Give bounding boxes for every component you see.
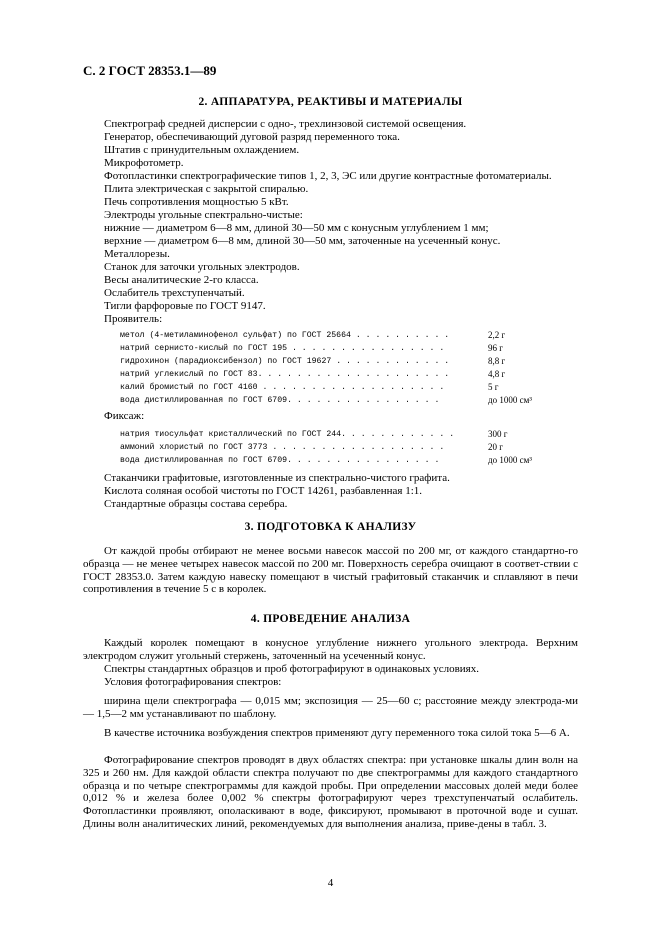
- reagent-quantity: 8,8 г: [488, 356, 506, 366]
- developer-item: [120, 356, 449, 367]
- paragraph-text: Фотографирование спектров проводят в двух областях спектра: при установке шкалы длин волн на 325 и 260 нм. Для каждой области спектра получают по две спектрограммы для каждого стандартного образца и по четыре спектрограммы для каждой пробы. При определении массовых долей меди более 0,012 % и железа более 0,002 % спектры фотографируют через трехступенчатый ослабитель. Фотопластинки проявляют, ополаскивают в воде, фиксируют, промывают в проточной воде и сушат. Длины волн аналитических линий, рекомендуемых для выполнения анализа, приве-дены в табл. 3.: [83, 754, 578, 830]
- reagent-name: вода дистиллированная по ГОСТ 6709: [120, 456, 288, 465]
- leader-dots: . . . . . . . . . . . . . . . .: [287, 396, 440, 405]
- leader-dots: . . . . . . . . . . . . . . . . . . .: [257, 383, 445, 392]
- section-4-paragraph: [83, 695, 578, 721]
- equipment-line: Печь сопротивления мощностью 5 кВт.: [104, 196, 289, 208]
- developer-item: [120, 330, 449, 341]
- reagent-quantity: 300 г: [488, 429, 508, 439]
- section-4-paragraph: [83, 637, 578, 663]
- equipment-line: Металлорезы.: [104, 248, 170, 260]
- reagent-quantity: до 1000 см³: [488, 455, 532, 465]
- paragraph-text: От каждой пробы отбирают не менее восьми навесок массой по 200 мг, от каждого стандартно-го образца — не менее четырех навесок массой по 200 мг. Поверхность серебра очищают в соответ-ствии с ГОСТ 28353.0. Затем каждую навеску помещают в чистый графитовый стаканчик и сплавляют в печи сопротивления в течение 5 с в королек.: [83, 545, 578, 596]
- section-2-title: 2. АППАРАТУРА, РЕАКТИВЫ И МАТЕРИАЛЫ: [198, 96, 463, 108]
- developer-label: Проявитель:: [104, 313, 163, 325]
- developer-item: [120, 369, 449, 380]
- equipment-line: Фотопластинки спектрографические типов 1, 2, 3, ЭС или другие контрастные фотоматериалы.: [104, 170, 552, 182]
- reagent-quantity: до 1000 см³: [488, 395, 532, 405]
- equipment-line: нижние — диаметром 6—8 мм, длиной 30—50 мм с конусным углублением 1 мм;: [104, 222, 489, 234]
- section-4-title: 4. ПРОВЕДЕНИЕ АНАЛИЗА: [250, 613, 411, 625]
- leader-dots: . . . . . . . . . . . . . . . .: [287, 456, 440, 465]
- materials-line: Кислота соляная особой чистоты по ГОСТ 14261, разбавленная 1:1.: [104, 485, 423, 497]
- equipment-line: Станок для заточки угольных электродов.: [104, 261, 300, 273]
- fixer-item: [120, 455, 439, 466]
- leader-dots: . . . . . . . . . . . .: [341, 430, 455, 439]
- equipment-line: Спектрограф средней дисперсии с одно-, трехлинзовой системой освещения.: [104, 118, 467, 130]
- leader-dots: . . . . . . . . . . . . . . . . . . . .: [257, 370, 450, 379]
- paragraph-text: Условия фотографирования спектров:: [104, 676, 282, 688]
- reagent-quantity: 2,2 г: [488, 330, 506, 340]
- equipment-line: Тигли фарфоровые по ГОСТ 9147.: [104, 300, 266, 312]
- fixer-item: [120, 442, 444, 453]
- reagent-name: метол (4-метиламинофенол сульфат) по ГОСТ 25664: [120, 331, 351, 340]
- page-header: С. 2 ГОСТ 28353.1—89: [83, 63, 217, 78]
- leader-dots: . . . . . . . . . . . .: [331, 357, 450, 366]
- reagent-name: натрий сернисто-кислый по ГОСТ 195: [120, 344, 288, 353]
- leader-dots: . . . . . . . . . .: [350, 331, 450, 340]
- equipment-line: Штатив с принудительным охлаждением.: [104, 144, 300, 156]
- section-4-paragraph: [83, 676, 578, 689]
- reagent-quantity: 5 г: [488, 382, 499, 392]
- reagent-quantity: 20 г: [488, 442, 503, 452]
- materials-line: Стаканчики графитовые, изготовленные из спектрально-чистого графита.: [104, 472, 450, 484]
- section-3-title: 3. ПОДГОТОВКА К АНАЛИЗУ: [244, 521, 417, 533]
- section-4-paragraph: [83, 663, 578, 676]
- developer-item: [120, 343, 444, 354]
- paragraph-text: Каждый королек помещают в конусное углубление нижнего угольного электрода. Верхним электродом служит угольный стержень, заточенный на усеченный конус.: [83, 637, 578, 662]
- reagent-name: натрий углекислый по ГОСТ 83: [120, 370, 258, 379]
- fixer-label: Фиксаж:: [104, 410, 145, 422]
- equipment-line: Генератор, обеспечивающий дуговой разряд переменного тока.: [104, 131, 400, 143]
- page-number: 4: [327, 877, 334, 889]
- section-4-paragraph: [83, 754, 578, 831]
- leader-dots: . . . . . . . . . . . . . . . . . .: [267, 443, 445, 452]
- section-3-paragraph: [83, 545, 578, 596]
- reagent-name: вода дистиллированная по ГОСТ 6709: [120, 396, 288, 405]
- reagent-name: аммоний хлористый по ГОСТ 3773: [120, 443, 268, 452]
- section-4-paragraph: [83, 727, 578, 740]
- equipment-line: верхние — диаметром 6—8 мм, длиной 30—50 мм, заточенные на усеченный конус.: [104, 235, 501, 247]
- paragraph-text: В качестве источника возбуждения спектров применяют дугу переменного тока силой тока 5—6 А.: [104, 727, 570, 739]
- equipment-line: Электроды угольные спектрально-чистые:: [104, 209, 303, 221]
- materials-line: Стандартные образцы состава серебра.: [104, 498, 288, 510]
- reagent-quantity: 4,8 г: [488, 369, 506, 379]
- developer-item: [120, 382, 444, 393]
- fixer-item: [120, 429, 454, 440]
- equipment-line: Ослабитель трехступенчатый.: [104, 287, 245, 299]
- paragraph-text: ширина щели спектрографа — 0,015 мм; экспозиция — 25—60 с; расстояние между электрода-ми — 1,5—2 мм устанавливают по шаблону.: [83, 695, 578, 720]
- reagent-name: калий бромистый по ГОСТ 4160: [120, 383, 258, 392]
- developer-item: [120, 395, 439, 406]
- equipment-line: Плита электрическая с закрытой спиралью.: [104, 183, 309, 195]
- paragraph-text: Спектры стандартных образцов и проб фотографируют в одинаковых условиях.: [104, 663, 479, 675]
- reagent-quantity: 96 г: [488, 343, 503, 353]
- reagent-name: натрия тиосульфат кристаллический по ГОСТ 244: [120, 430, 342, 439]
- equipment-line: Весы аналитические 2-го класса.: [104, 274, 259, 286]
- leader-dots: . . . . . . . . . . . . . . . .: [287, 344, 445, 353]
- equipment-line: Микрофотометр.: [104, 157, 184, 169]
- reagent-name: гидрохинон (парадиоксибензол) по ГОСТ 19627: [120, 357, 332, 366]
